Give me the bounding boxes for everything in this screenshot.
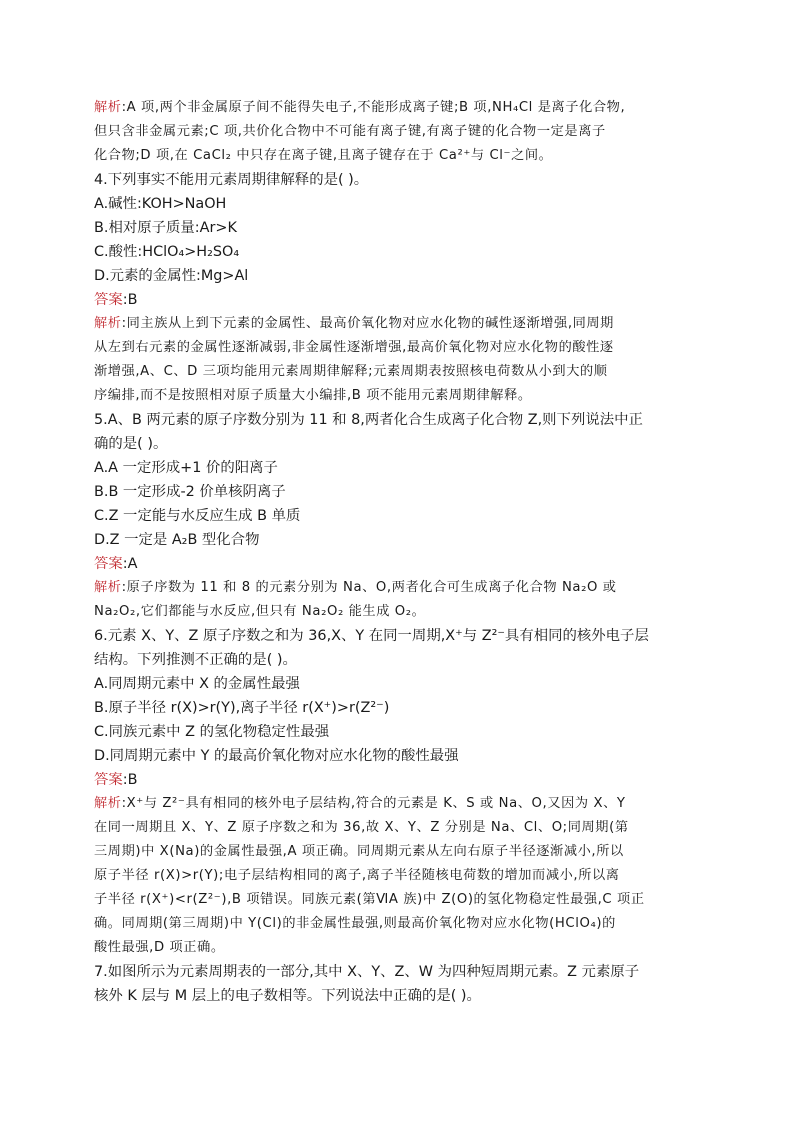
question-4-answer: 答案:B (94, 292, 138, 308)
question-6-option-d: D.同周期元素中 Y 的最高价氧化物对应水化物的酸性最强 (94, 748, 459, 764)
question-5-option-d: D.Z 一定是 A₂B 型化合物 (94, 532, 260, 548)
analysis-line: 三周期)中 X(Na)的金属性最强,A 项正确。同周期元素从左向右原子半径逐渐减小,所以 (94, 844, 624, 859)
analysis-line: 确。同周期(第三周期)中 Y(Cl)的非金属性最强,则最高价氧化物对应水化物(HClO₄)的 (94, 916, 616, 931)
analysis-line: 渐增强,A、C、D 三项均能用元素周期律解释;元素周期表按照核电荷数从小到大的顺 (94, 364, 608, 379)
analysis-line: 解析:A 项,两个非金属原子间不能得失电子,不能形成离子键;B 项,NH₄Cl 是离子化合物, (94, 100, 626, 115)
analysis-label: 解析 (94, 580, 122, 595)
question-5-option-a: A.A 一定形成+1 价的阳离子 (94, 460, 278, 476)
question-5-option-c: C.Z 一定能与水反应生成 B 单质 (94, 508, 301, 524)
question-4-option-b: B.相对原子质量:Ar>K (94, 220, 237, 236)
analysis-line: 子半径 r(X⁺)<r(Z²⁻),B 项错误。同族元素(第ⅥA 族)中 Z(O)的氢化物稳定性最强,C 项正 (94, 892, 645, 907)
question-4-stem: 4.下列事实不能用元素周期律解释的是( )。 (94, 172, 369, 188)
question-5-stem: 确的是( )。 (94, 436, 168, 452)
question-6-answer: 答案:B (94, 772, 138, 788)
analysis-label: 解析 (94, 316, 122, 331)
analysis-label: 解析 (94, 100, 122, 115)
answer-label: 答案 (94, 556, 123, 572)
analysis-label: 解析 (94, 796, 122, 811)
question-4-option-d: D.元素的金属性:Mg>Al (94, 268, 249, 284)
analysis-line: 原子半径 r(X)>r(Y);电子层结构相同的离子,离子半径随核电荷数的增加而减小,所以离 (94, 868, 620, 883)
analysis-line: 解析:同主族从上到下元素的金属性、最高价氧化物对应水化物的碱性逐渐增强,同周期 (94, 316, 614, 331)
analysis-line: 在同一周期且 X、Y、Z 原子序数之和为 36,故 X、Y、Z 分别是 Na、Cl、O;同周期(第 (94, 820, 629, 835)
question-4-option-a: A.碱性:KOH>NaOH (94, 196, 227, 212)
question-6-option-c: C.同族元素中 Z 的氢化物稳定性最强 (94, 724, 330, 740)
analysis-line: 从左到右元素的金属性逐渐减弱,非金属性逐渐增强,最高价氧化物对应水化物的酸性逐 (94, 340, 614, 355)
question-7-stem: 7.如图所示为元素周期表的一部分,其中 X、Y、Z、W 为四种短周期元素。Z 元素原子 (94, 964, 640, 980)
question-5-stem: 5.A、B 两元素的原子序数分别为 11 和 8,两者化合生成离子化合物 Z,则下列说法中正 (94, 412, 643, 428)
question-4-option-c: C.酸性:HClO₄>H₂SO₄ (94, 244, 240, 260)
question-7-stem: 核外 K 层与 M 层上的电子数相等。下列说法中正确的是( )。 (94, 988, 481, 1004)
analysis-line: Na₂O₂,它们都能与水反应,但只有 Na₂O₂ 能生成 O₂。 (94, 604, 426, 619)
question-5-answer: 答案:A (94, 556, 138, 572)
answer-label: 答案 (94, 772, 123, 788)
analysis-line: 解析:原子序数为 11 和 8 的元素分别为 Na、O,两者化合可生成离子化合物 Na₂O 或 (94, 580, 617, 595)
analysis-line: 酸性最强,D 项正确。 (94, 940, 225, 955)
question-6-stem: 6.元素 X、Y、Z 原子序数之和为 36,X、Y 在同一周期,X⁺与 Z²⁻具有相同的核外电子层 (94, 628, 649, 644)
question-5-option-b: B.B 一定形成-2 价单核阴离子 (94, 484, 286, 500)
question-6-option-b: B.原子半径 r(X)>r(Y),离子半径 r(X⁺)>r(Z²⁻) (94, 700, 390, 716)
analysis-line: 化合物;D 项,在 CaCl₂ 中只存在离子键,且离子键存在于 Ca²⁺与 Cl⁻之间。 (94, 148, 553, 163)
page-content (94, 96, 700, 1008)
question-6-option-a: A.同周期元素中 X 的金属性最强 (94, 676, 300, 692)
analysis-line: 但只含非金属元素;C 项,共价化合物中不可能有离子键,有离子键的化合物一定是离子 (94, 124, 606, 139)
answer-label: 答案 (94, 292, 123, 308)
analysis-line: 解析:X⁺与 Z²⁻具有相同的核外电子层结构,符合的元素是 K、S 或 Na、O,又因为 X、Y (94, 796, 626, 811)
question-6-stem: 结构。下列推测不正确的是( )。 (94, 652, 297, 668)
analysis-line: 序编排,而不是按照相对原子质量大小编排,B 项不能用元素周期律解释。 (94, 388, 532, 403)
